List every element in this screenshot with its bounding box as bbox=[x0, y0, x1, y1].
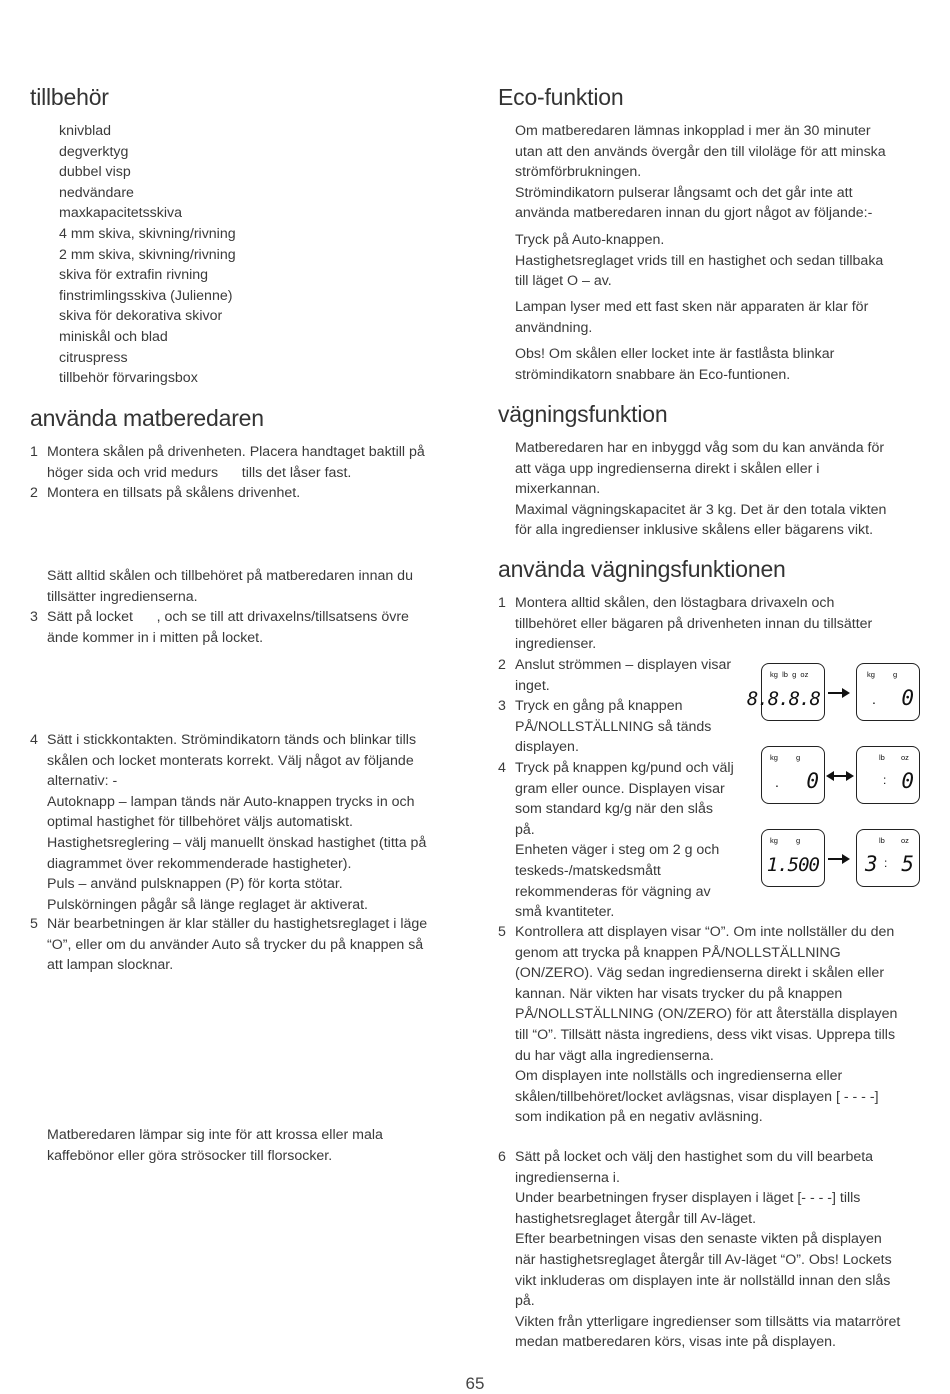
step-text-line: vikt inkluderas om displayen inte är nollställd innan den slås bbox=[515, 1272, 891, 1289]
paragraph-line: till läget O – av. bbox=[515, 273, 612, 290]
step-text bbox=[515, 1147, 900, 1353]
step-text-line: skålen och locket monterats korrekt. Välj något av följande bbox=[47, 752, 414, 769]
display-digits: 8.8.8.8 bbox=[746, 688, 820, 710]
step-text-line: Under bearbetningen fryser displayen i läget [- - - -] tills bbox=[515, 1190, 861, 1207]
step-number: 1 bbox=[30, 444, 38, 460]
display-decimal-point: . bbox=[872, 691, 876, 707]
step-number: 5 bbox=[498, 924, 506, 940]
accessory-item: degverktyg bbox=[59, 143, 129, 160]
step-text-line: Kontrollera att displayen visar “O”. Om inte nollställer du den bbox=[515, 924, 895, 940]
step-text-line: Tryck på knappen kg/pund och välj bbox=[515, 760, 734, 776]
step-text-line: Hastighetsreglering – välj manuellt önskad hastighet (titta på bbox=[47, 834, 427, 851]
accessory-item: nedvändare bbox=[59, 184, 134, 201]
accessories-heading: tillbehör bbox=[30, 84, 109, 110]
step-text-line: Vikten från ytterligare ingredienser som tillsätts via matarröret bbox=[515, 1313, 901, 1330]
step-text-line: Sätt på locket och välj den hastighet som du vill bearbeta bbox=[515, 1149, 874, 1165]
eco-heading: Eco-funktion bbox=[498, 84, 624, 110]
display-unit-left: kg bbox=[867, 670, 875, 679]
step-text-line: som indikation på en negativ avläsning. bbox=[515, 1109, 763, 1126]
display-digits: 0 bbox=[901, 769, 913, 793]
display-digits-left: 3 bbox=[865, 852, 877, 876]
step-number: 2 bbox=[30, 485, 38, 501]
note-line: tillsätter ingredienserna. bbox=[47, 588, 198, 605]
display-unit-left: kg bbox=[770, 753, 778, 762]
paragraph-line: Maximal vägningskapacitet är 3 kg. Det är den totala vikten bbox=[515, 501, 887, 518]
step-text-line: på. bbox=[515, 821, 535, 838]
step-text-line: teskeds-/matskedsmått bbox=[515, 862, 661, 879]
step-text-line: Tryck en gång på knappen bbox=[515, 698, 683, 714]
step-number: 4 bbox=[498, 760, 506, 776]
step-number: 5 bbox=[30, 916, 38, 932]
step-text-line: kannan. När vikten har visats trycker du på knappen bbox=[515, 985, 843, 1002]
use-note-1 bbox=[47, 566, 413, 607]
arrow-right-icon bbox=[828, 687, 850, 699]
step-text-line: Pulskörningen pågår så länge reglaget är aktiverat. bbox=[47, 896, 368, 913]
accessory-item: dubbel visp bbox=[59, 164, 131, 181]
note-line: Sätt alltid skålen och tillbehöret på matberedaren innan du bbox=[47, 568, 413, 584]
display-unit-left: kg bbox=[770, 836, 778, 845]
eco-paragraph-4 bbox=[515, 344, 834, 385]
step-text-line: Efter bearbetningen visas den senaste vikten på displayen bbox=[515, 1231, 882, 1248]
paragraph-line: Hastighetsreglaget vrids till en hastighet och sedan tillbaka bbox=[515, 252, 884, 269]
paragraph-line: för alla ingredienser inklusive skålens eller bägarens vikt. bbox=[515, 522, 874, 539]
accessory-item: skiva för extrafin rivning bbox=[59, 267, 209, 284]
accessories-list bbox=[59, 121, 236, 389]
step-text bbox=[515, 655, 731, 696]
accessory-item: knivblad bbox=[59, 123, 112, 139]
step-text bbox=[515, 922, 897, 1128]
eco-paragraph-2 bbox=[515, 230, 883, 292]
step-text-line: att lampan slocknar. bbox=[47, 957, 174, 974]
paragraph-line: användning. bbox=[515, 319, 593, 336]
display-kg-1500 bbox=[761, 829, 825, 887]
step-text-line: skålen/tillbehöret/locket avlägsnas, visar displayen [ - - - -] bbox=[515, 1088, 879, 1105]
step-text-line: alternativ: - bbox=[47, 773, 118, 790]
display-unit-left: lb bbox=[879, 836, 885, 845]
step-number: 4 bbox=[30, 732, 38, 748]
paragraph-line: Tryck på Auto-knappen. bbox=[515, 232, 665, 248]
step-number: 1 bbox=[498, 595, 506, 611]
display-unit-right: g bbox=[796, 836, 801, 845]
paragraph-line: Lampan lyser med ett fast sken när apparaten är klar för bbox=[515, 299, 869, 315]
step-text bbox=[515, 696, 711, 758]
step-text-line: PÅ/NOLLSTÄLLNING (ON/ZERO) för att återställa displayen bbox=[515, 1006, 898, 1023]
accessory-item: 4 mm skiva, skivning/rivning bbox=[59, 225, 236, 242]
step-text-line: till “O”. Tillsätt nästa ingrediens, dess vikt visas. Upprepa tills bbox=[515, 1026, 896, 1043]
display-kg-zero-2 bbox=[761, 746, 825, 804]
step-text-line: Anslut strömmen – displayen visar bbox=[515, 657, 732, 673]
step-number: 2 bbox=[498, 657, 506, 673]
accessory-item: finstrimlingsskiva (Julienne) bbox=[59, 287, 233, 304]
step-text-line: du har vägt alla ingredienserna. bbox=[515, 1047, 714, 1064]
accessory-item: citruspress bbox=[59, 349, 128, 366]
accessory-item: tillbehör förvaringsbox bbox=[59, 370, 198, 387]
paragraph-line: att väga upp ingredienserna direkt i skålen eller i bbox=[515, 460, 820, 477]
paragraph-line: strömförbrukningen. bbox=[515, 164, 642, 181]
step-text-line: Sätt på locket , och se till att drivaxelns/tillsatsens övre bbox=[47, 609, 409, 625]
paragraph-line: mixerkannan. bbox=[515, 481, 601, 498]
display-lb-zero bbox=[856, 746, 920, 804]
step-text-line: displayen. bbox=[515, 739, 579, 756]
use-note-2 bbox=[47, 1125, 383, 1166]
step-text-line: Autoknapp – lampan tänds när Auto-knappen trycks in och bbox=[47, 793, 415, 810]
accessory-item: skiva för dekorativa skivor bbox=[59, 308, 223, 325]
arrow-right-icon bbox=[828, 853, 850, 865]
paragraph-line: använda matberedaren innan du gjort något av följande:- bbox=[515, 205, 873, 222]
step-text-line: Montera en tillsats på skålens drivenhet. bbox=[47, 485, 301, 501]
double-arrow-icon bbox=[826, 770, 854, 782]
accessory-item: maxkapacitetsskiva bbox=[59, 205, 183, 222]
display-unit-right: oz bbox=[901, 836, 909, 845]
step-text-line: “O”, eller om du använder Auto så trycker du på knappen så bbox=[47, 936, 424, 953]
display-digits: 0 bbox=[806, 769, 818, 793]
step-text-line: gram eller ounce. Displayen visar bbox=[515, 780, 725, 797]
step-text-line: Enheten väger i steg om 2 g och bbox=[515, 842, 720, 859]
step-text-line: Montera skålen på drivenheten. Placera handtaget baktill på bbox=[47, 444, 425, 460]
paragraph-line: utan att den används övergår den till viloläge för att minska bbox=[515, 143, 886, 160]
step-text-line: ände kommer in i mitten på locket. bbox=[47, 629, 264, 646]
display-unit-right: oz bbox=[901, 753, 909, 762]
step-text-line: Montera alltid skålen, den löstagbara drivaxeln och bbox=[515, 595, 835, 611]
step-number: 6 bbox=[498, 1149, 506, 1165]
display-lb-3-5 bbox=[856, 829, 920, 887]
display-unit-left: lb bbox=[879, 753, 885, 762]
note-line: Matberedaren lämpar sig inte för att krossa eller mala bbox=[47, 1127, 383, 1143]
step-text-line: Sätt i stickkontakten. Strömindikatorn tänds och blinkar tills bbox=[47, 732, 417, 748]
eco-paragraph-3 bbox=[515, 297, 868, 338]
step-text bbox=[515, 758, 734, 923]
scale-display-illustrations bbox=[746, 663, 920, 893]
step-text-line: inget. bbox=[515, 677, 550, 694]
step-text-line: som standard kg/g när den slås bbox=[515, 801, 713, 818]
step-text bbox=[47, 730, 426, 915]
display-unit-right: g bbox=[893, 670, 898, 679]
display-all-segments bbox=[746, 663, 825, 721]
display-digits: 0 bbox=[901, 686, 913, 710]
display-unit-right: g bbox=[796, 753, 801, 762]
step-text-line: Om displayen inte nollställs och ingredienserna eller bbox=[515, 1068, 843, 1085]
step-text-line: höger sida och vrid medurs tills det låser fast. bbox=[47, 464, 352, 481]
paragraph-line: Om matberedaren lämnas inkopplad i mer än 30 minuter bbox=[515, 123, 871, 139]
paragraph-line: Obs! Om skålen eller locket inte är fastlåsta blinkar bbox=[515, 346, 835, 362]
paragraph-line: strömindikatorn snabbare än Eco-funtionen. bbox=[515, 366, 791, 383]
use-weigh-heading: använda vägningsfunktionen bbox=[498, 556, 786, 582]
step-text-line: på. bbox=[515, 1293, 535, 1310]
step-text-line: optimal hastighet för tillbehöret väljs automatiskt. bbox=[47, 814, 353, 831]
step-text-line: Puls – använd pulsknappen (P) för korta stötar. bbox=[47, 876, 343, 893]
accessory-item: 2 mm skiva, skivning/rivning bbox=[59, 246, 236, 263]
step-text bbox=[515, 593, 872, 655]
step-text-line: ingredienserna i. bbox=[515, 1169, 620, 1186]
display-decimal-point: . bbox=[775, 774, 779, 790]
display-digits-right: 5 bbox=[901, 852, 913, 876]
weigh-paragraph bbox=[515, 438, 886, 541]
display-kg-zero bbox=[856, 663, 920, 721]
step-number: 3 bbox=[498, 698, 506, 714]
display-units: kg lb g oz bbox=[770, 670, 809, 679]
step-text-line: genom att trycka på knappen PÅ/NOLLSTÄLLNING bbox=[515, 944, 841, 961]
step-text-line: rekommenderas för vägning av bbox=[515, 883, 711, 900]
step-text bbox=[47, 914, 427, 976]
step-text-line: när hastighetsreglaget återgår till Av-läget “O”. Obs! Lockets bbox=[515, 1251, 892, 1268]
note-line: kaffebönor eller göra strösocker till florsocker. bbox=[47, 1147, 333, 1164]
step-text-line: (ON/ZERO). Väg sedan ingredienserna direkt i skålen eller bbox=[515, 965, 885, 982]
display-colon: : bbox=[883, 773, 887, 787]
weigh-heading: vägningsfunktion bbox=[498, 401, 668, 427]
step-text-line: diagrammet över rekommenderade hastigheter). bbox=[47, 855, 352, 872]
page-number: 65 bbox=[465, 1374, 485, 1393]
eco-paragraph-1 bbox=[515, 121, 886, 224]
step-number: 3 bbox=[30, 609, 38, 625]
display-digits: 1.500 bbox=[766, 854, 819, 876]
step-text-line: hastighetsreglaget återgår till Av-läget. bbox=[515, 1210, 757, 1227]
display-colon: : bbox=[884, 856, 888, 870]
step-text-line: PÅ/NOLLSTÄLLNING så tänds bbox=[515, 718, 712, 735]
use-heading: använda matberedaren bbox=[30, 405, 264, 431]
step-text-line: medan matberedaren körs, visas inte på displayen. bbox=[515, 1334, 836, 1351]
paragraph-line: Strömindikatorn pulserar långsamt och det går inte att bbox=[515, 184, 853, 201]
paragraph-line: Matberedaren har en inbyggd våg som du kan använda för bbox=[515, 440, 885, 456]
step-text-line: tillbehöret eller bägaren på drivenheten innan du tillsätter bbox=[515, 615, 873, 632]
accessory-item: miniskål och blad bbox=[59, 328, 168, 345]
step-text-line: små kvantiteter. bbox=[515, 904, 615, 921]
step-text-line: När bearbetningen är klar ställer du hastighetsreglaget i läge bbox=[47, 916, 428, 932]
step-text-line: ingredienser. bbox=[515, 636, 597, 653]
